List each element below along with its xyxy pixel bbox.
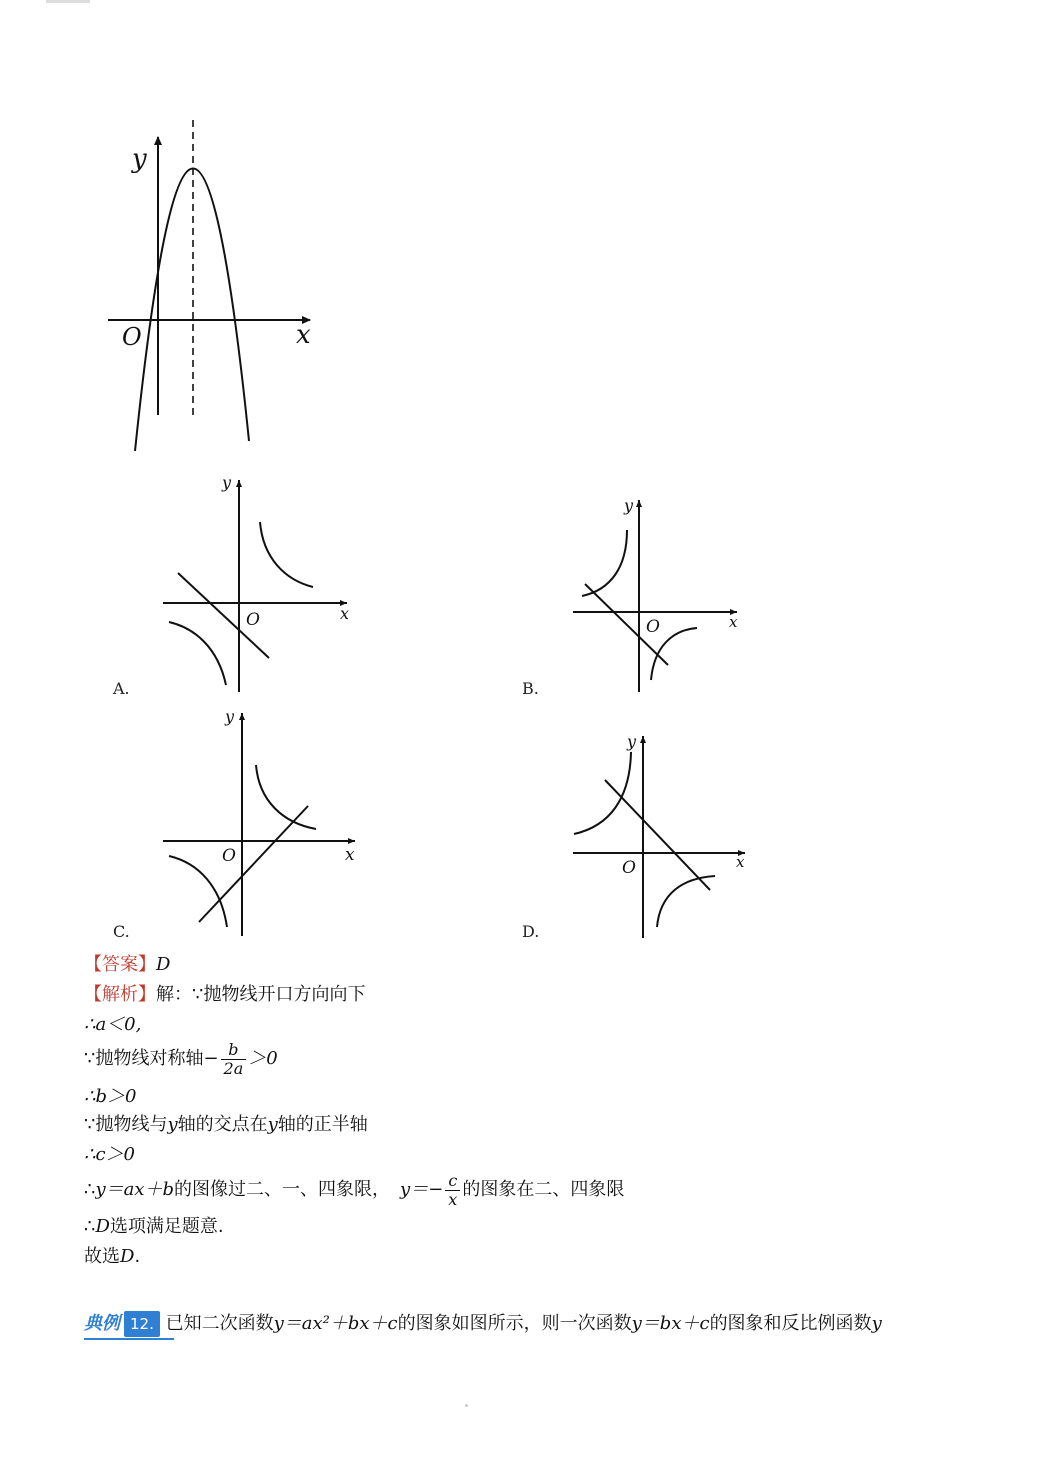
example-linear-expr: y＝bx＋c	[631, 1313, 710, 1334]
example-text-c: 的图象和反比例函数	[709, 1313, 872, 1334]
example-text-a: 已知二次函数	[165, 1313, 274, 1334]
conclusion-option: D	[120, 1246, 135, 1267]
step-4-var-y-2: y	[267, 1114, 278, 1135]
fraction-numerator: b	[221, 1041, 247, 1060]
y-axis-label: y	[624, 496, 634, 515]
answer-tag: 【答案】	[84, 954, 156, 975]
example-text-b: 的图象如图所示，则一次函数	[397, 1313, 632, 1334]
hyperbola-branch-q1	[260, 522, 313, 587]
analysis-step-1: ∴a＜0,	[84, 1014, 142, 1035]
analysis-step-3: ∴b＞0	[84, 1086, 137, 1107]
step-2-tail: ＞0	[248, 1048, 278, 1069]
step-4-text-c: 轴的正半轴	[277, 1114, 368, 1135]
hyperbola-branch-q3	[169, 622, 226, 685]
option-a-graph	[155, 470, 365, 698]
hyperbola-branch-q2	[574, 752, 631, 834]
y-axis-label: y	[225, 707, 235, 726]
parabola-curve	[135, 168, 249, 451]
option-d-graph	[565, 728, 755, 941]
fraction-c-over-x	[445, 1172, 460, 1209]
analysis-tag: 【解析】	[84, 984, 156, 1005]
example-badge-word: 典例	[84, 1313, 120, 1334]
x-axis-label: x	[729, 613, 738, 631]
analysis-step-6	[84, 1170, 624, 1210]
conclusion-period: .	[134, 1246, 141, 1267]
x-axis-label: x	[340, 604, 350, 623]
step-7-option: D	[95, 1216, 110, 1237]
y-axis-label: y	[132, 144, 147, 174]
origin-label: O	[122, 323, 142, 351]
option-d-label: D.	[522, 922, 540, 941]
fraction-denominator: x	[448, 1189, 458, 1209]
option-c-graph	[155, 705, 365, 940]
fraction-denominator: 2a	[223, 1058, 244, 1078]
hyperbola-branch-q1	[256, 765, 316, 829]
x-axis-label: x	[345, 845, 355, 865]
step-6-text-c: 的图象在二、四象限	[462, 1179, 625, 1200]
origin-label: O	[622, 858, 636, 878]
analysis-step-2	[84, 1040, 278, 1078]
origin-label: O	[246, 610, 260, 630]
answer-line	[84, 953, 170, 977]
hyperbola-branch-q2	[582, 530, 627, 596]
step-6-text-b: 的图像过二、一、四象限，	[174, 1179, 391, 1200]
linear-function-line	[199, 806, 308, 922]
step-4-text-a: ∵抛物线与	[84, 1114, 168, 1135]
analysis-step-4	[84, 1113, 368, 1137]
step-6-therefore: ∴	[84, 1179, 96, 1200]
next-example-line	[84, 1311, 882, 1337]
option-a-label: A.	[113, 679, 130, 698]
step-6-linear-expr: y＝ax＋b	[95, 1179, 175, 1200]
page-dot	[465, 1404, 468, 1407]
example-quadratic-expr: y＝ax²＋bx＋c	[273, 1313, 398, 1334]
analysis-intro: 解：∵抛物线开口方向向下	[156, 984, 366, 1005]
linear-function-line	[605, 780, 710, 890]
x-axis-label: x	[736, 853, 745, 871]
step-4-var-y: y	[167, 1114, 178, 1135]
origin-label: O	[646, 617, 660, 637]
step-7-text: 选项满足题意.	[109, 1216, 224, 1237]
y-axis-label: y	[222, 473, 232, 492]
page-corner-mark	[46, 0, 90, 3]
hyperbola-branch-q4	[657, 876, 715, 927]
option-b-label: B.	[522, 679, 539, 698]
step-2-text: ∵抛物线对称轴	[84, 1048, 204, 1069]
example-var-y: y	[871, 1313, 882, 1334]
example-badge-underline	[84, 1338, 174, 1340]
analysis-intro-line	[84, 983, 365, 1007]
analysis-conclusion	[84, 1245, 140, 1269]
main-parabola-graph	[100, 115, 340, 460]
origin-label: O	[222, 846, 236, 866]
step-2-minus: −	[203, 1048, 219, 1069]
x-axis-label: x	[296, 320, 311, 350]
example-badge-number: 12.	[124, 1311, 160, 1337]
example-badge	[84, 1311, 160, 1337]
option-c-label: C.	[113, 922, 130, 941]
step-7-therefore: ∴	[84, 1216, 96, 1237]
hyperbola-branch-q3	[169, 856, 227, 927]
fraction-numerator: c	[445, 1172, 460, 1191]
option-b-graph	[565, 492, 755, 697]
analysis-step-5: ∴c＞0	[84, 1144, 135, 1165]
step-6-inverse-expr: y＝−	[400, 1179, 444, 1200]
analysis-step-7	[84, 1215, 224, 1239]
conclusion-text: 故选	[84, 1246, 120, 1267]
step-4-text-b: 轴的交点在	[177, 1114, 268, 1135]
y-axis-label: y	[627, 732, 637, 751]
fraction-b-over-2a	[221, 1041, 247, 1078]
answer-value: D	[156, 954, 171, 975]
